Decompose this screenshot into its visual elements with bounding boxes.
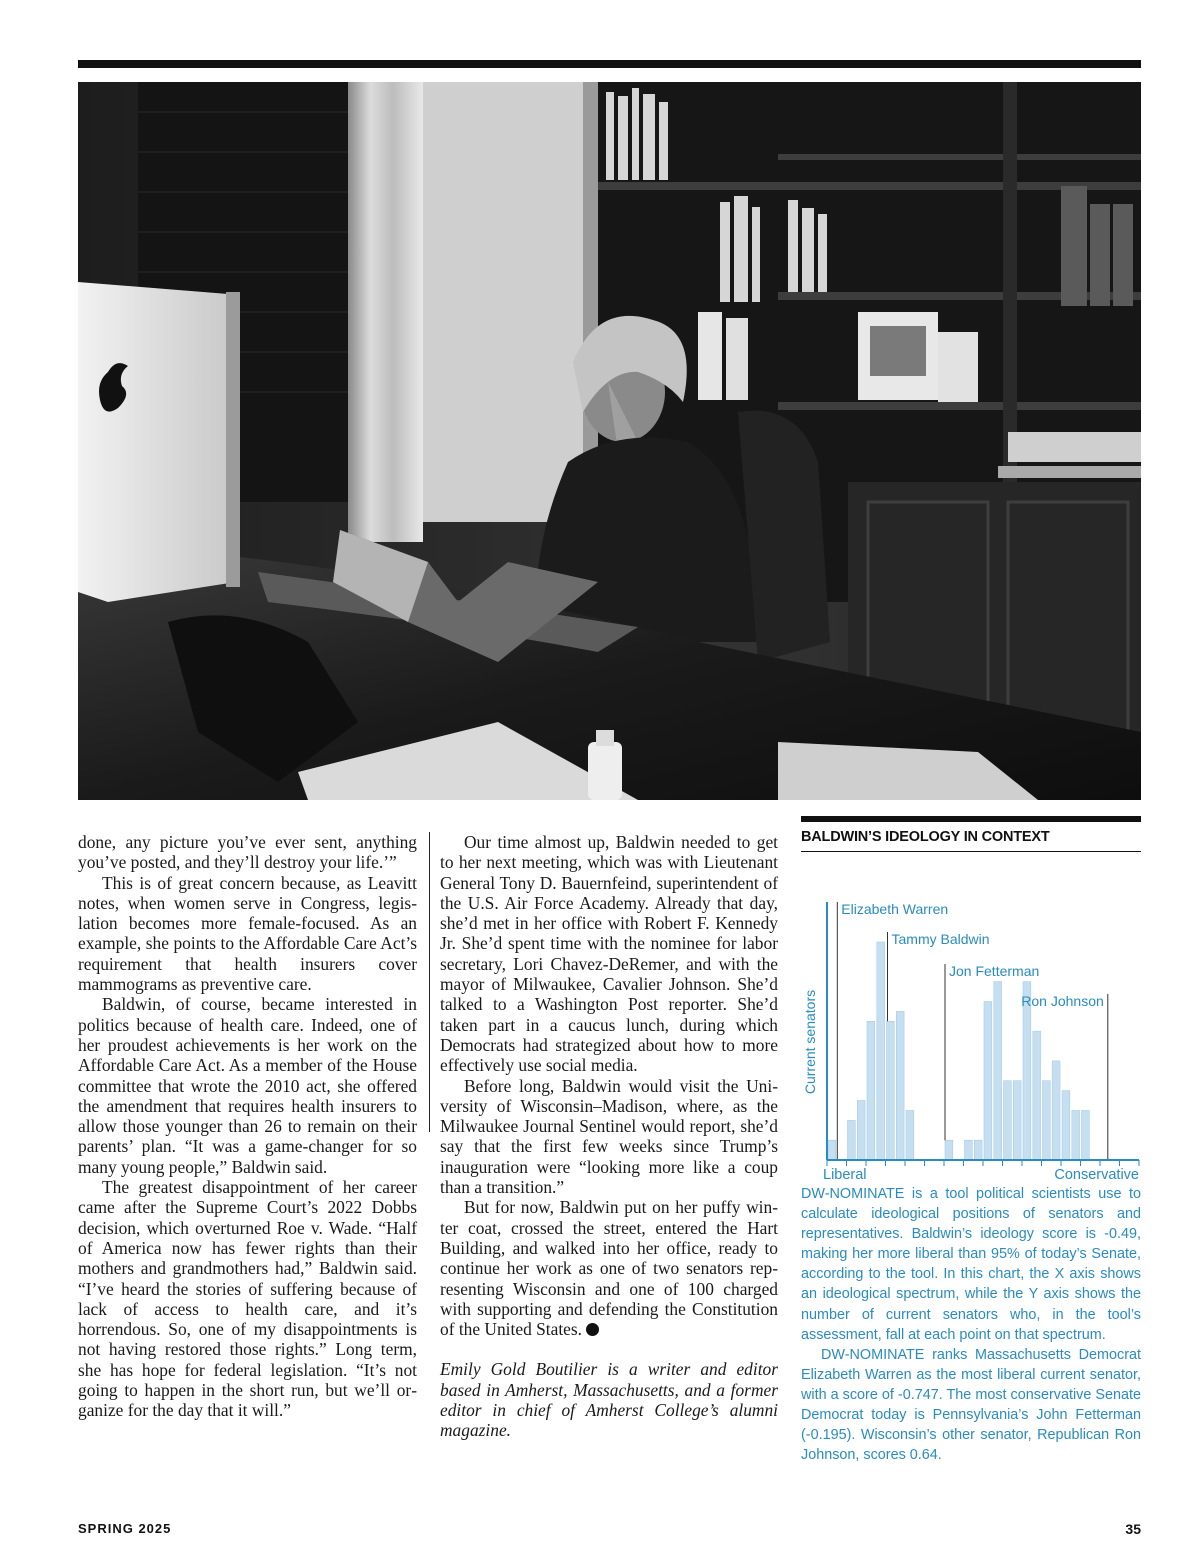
paragraph	[440, 1197, 778, 1339]
paragraph-text: But for now, Baldwin put on her puffy winter coat, crossed the street, entered the Hart Building, and walked into her office, ready to continue her work as one of two senators representing Wisconsin and one of 100 charged with supporting and defending the Constitution of the United States.	[440, 1197, 778, 1340]
histogram-bar	[896, 1011, 904, 1160]
paragraph: Our time almost up, Baldwin needed to get to her next meeting, which was with Lieutenant General Tony D. Bauernfeind, superintendent of the U.S. Air Force Academy. Already that day, she’d met in her office with Robert F. Kennedy Jr. She’d spent time with the nominee for labor secretary, Lori Chavez-DeRemer, and with the mayor of Milwaukee, Cavalier Johnson. She’d talked to a Washington Post reporter. She’d taken part in a caucus lunch, during which Democrats had strategized about how to more effectively use social media.	[440, 832, 778, 1076]
article-photo	[78, 82, 1141, 800]
top-rule	[78, 60, 1141, 68]
x-axis-label-conservative: Conservative	[1054, 1167, 1139, 1179]
histogram-bar	[877, 942, 885, 1160]
author-bio: Emily Gold Boutilier is a writer and editor based in Amherst, Massachusetts, and a former editor in chief of Amherst College’s alumni magazine.	[440, 1359, 778, 1441]
annotation-label: Jon Fetterman	[949, 963, 1040, 979]
histogram-bar	[974, 1140, 982, 1160]
histogram-bar	[1004, 1081, 1012, 1160]
histogram-bar	[965, 1140, 973, 1160]
paragraph: The greatest disappointment of her career came after the Supreme Court’s 2022 Dobbs decision, which overturned Roe v. Wade. “Half of America now has fewer rights than their mothers and grandmothers had,” Baldwin said. “I’ve heard the stories of suffering because of lack of access to health care, and it’s horrendous. So, one of my disappointments is not having restored those rights.” Long term, she has hope for federal legislation. “It’s not going to happen in the short run, but we’ll organize for the day that it will.”	[78, 1177, 417, 1421]
histogram-bar	[1062, 1091, 1070, 1160]
sidebar-rule	[801, 816, 1141, 822]
sidebar-paragraph: DW-NOMINATE ranks Massachusetts Democrat Elizabeth Warren as the most liberal current senator, with a score of -0.747. The most conservative Senate Democrat today is Pennsylvania’s John Fetterman (-0.195). Wisconsin’s other senator, Republican Ron Johnson, scores 0.64.	[801, 1346, 1141, 1464]
histogram-bar	[867, 1021, 875, 1160]
article-column-1	[78, 832, 417, 1421]
histogram-bar	[1033, 1031, 1041, 1160]
histogram-bar	[828, 1140, 836, 1160]
annotation-label: Ron Johnson	[1021, 993, 1104, 1009]
histogram-bar	[984, 1002, 992, 1161]
ideology-chart	[801, 852, 1141, 1184]
histogram-bar	[848, 1120, 856, 1160]
histogram-bar	[1072, 1111, 1080, 1161]
sidebar-paragraph: DW-NOMINATE is a tool political scientists use to calculate ideological positions of senators and representatives. Baldwin’s ideology score is -0.49, making her more liberal than 95% of today’s Senate, according to the tool. In this chart, the X axis shows an ideological spectrum, while the Y axis shows the number of current senators who, in the tool’s assessment, fall at each point on that spectrum.	[801, 1186, 1141, 1343]
page-number: 35	[1125, 1521, 1141, 1537]
paragraph: done, any picture you’ve ever sent, anything you’ve posted, and they’ll destroy your life.’”	[78, 832, 417, 873]
x-axis-label-liberal: Liberal	[823, 1167, 867, 1179]
annotation-label: Elizabeth Warren	[841, 901, 949, 917]
sidebar-title: BALDWIN’S IDEOLOGY IN CONTEXT	[801, 829, 1050, 845]
histogram-bar	[1043, 1081, 1051, 1160]
histogram-bar	[1082, 1111, 1090, 1161]
photo-illustration	[78, 82, 1141, 800]
footer-issue: SPRING 2025	[78, 1521, 172, 1536]
histogram-bar	[1013, 1081, 1021, 1160]
annotation-label: Tammy Baldwin	[891, 931, 990, 947]
column-divider	[429, 832, 430, 1132]
paragraph: Baldwin, of course, became interested in politics because of health care. Indeed, one of her proudest achievements is her work on the Affordable Care Act. As a member of the House committee that wrote the 2010 act, she offered the amendment that requires health insurers to allow those younger than 26 to remain on their parents’ plan. “It was a game-changer for so many young people,” Baldwin said.	[78, 994, 417, 1177]
histogram-bar	[945, 1140, 953, 1160]
article-column-2	[440, 832, 778, 1441]
sidebar	[801, 816, 1141, 1465]
histogram-bar	[994, 982, 1002, 1160]
sidebar-text	[801, 1184, 1141, 1465]
histogram-bar	[1052, 1061, 1060, 1160]
histogram-bar	[887, 1021, 895, 1160]
y-axis-label: Current senators	[802, 989, 818, 1095]
histogram-bar	[857, 1101, 865, 1161]
ideology-chart-svg	[801, 852, 1141, 1179]
paragraph: Before long, Baldwin would visit the University of Wisconsin–Madison, where, as the Milwaukee Journal Sentinel would report, she’d say that the first few weeks since Trump’s inauguration were “looking more like a coup than a transition.”	[440, 1075, 778, 1198]
end-mark-icon	[586, 1323, 599, 1336]
paragraph: This is of great concern because, as Leavitt notes, when women serve in Congress, legislation becomes more female-focused. As an example, she points to the Affordable Care Act’s requirement that health insurers cover mammograms as preventive care.	[78, 872, 417, 995]
histogram-bar	[906, 1111, 914, 1161]
